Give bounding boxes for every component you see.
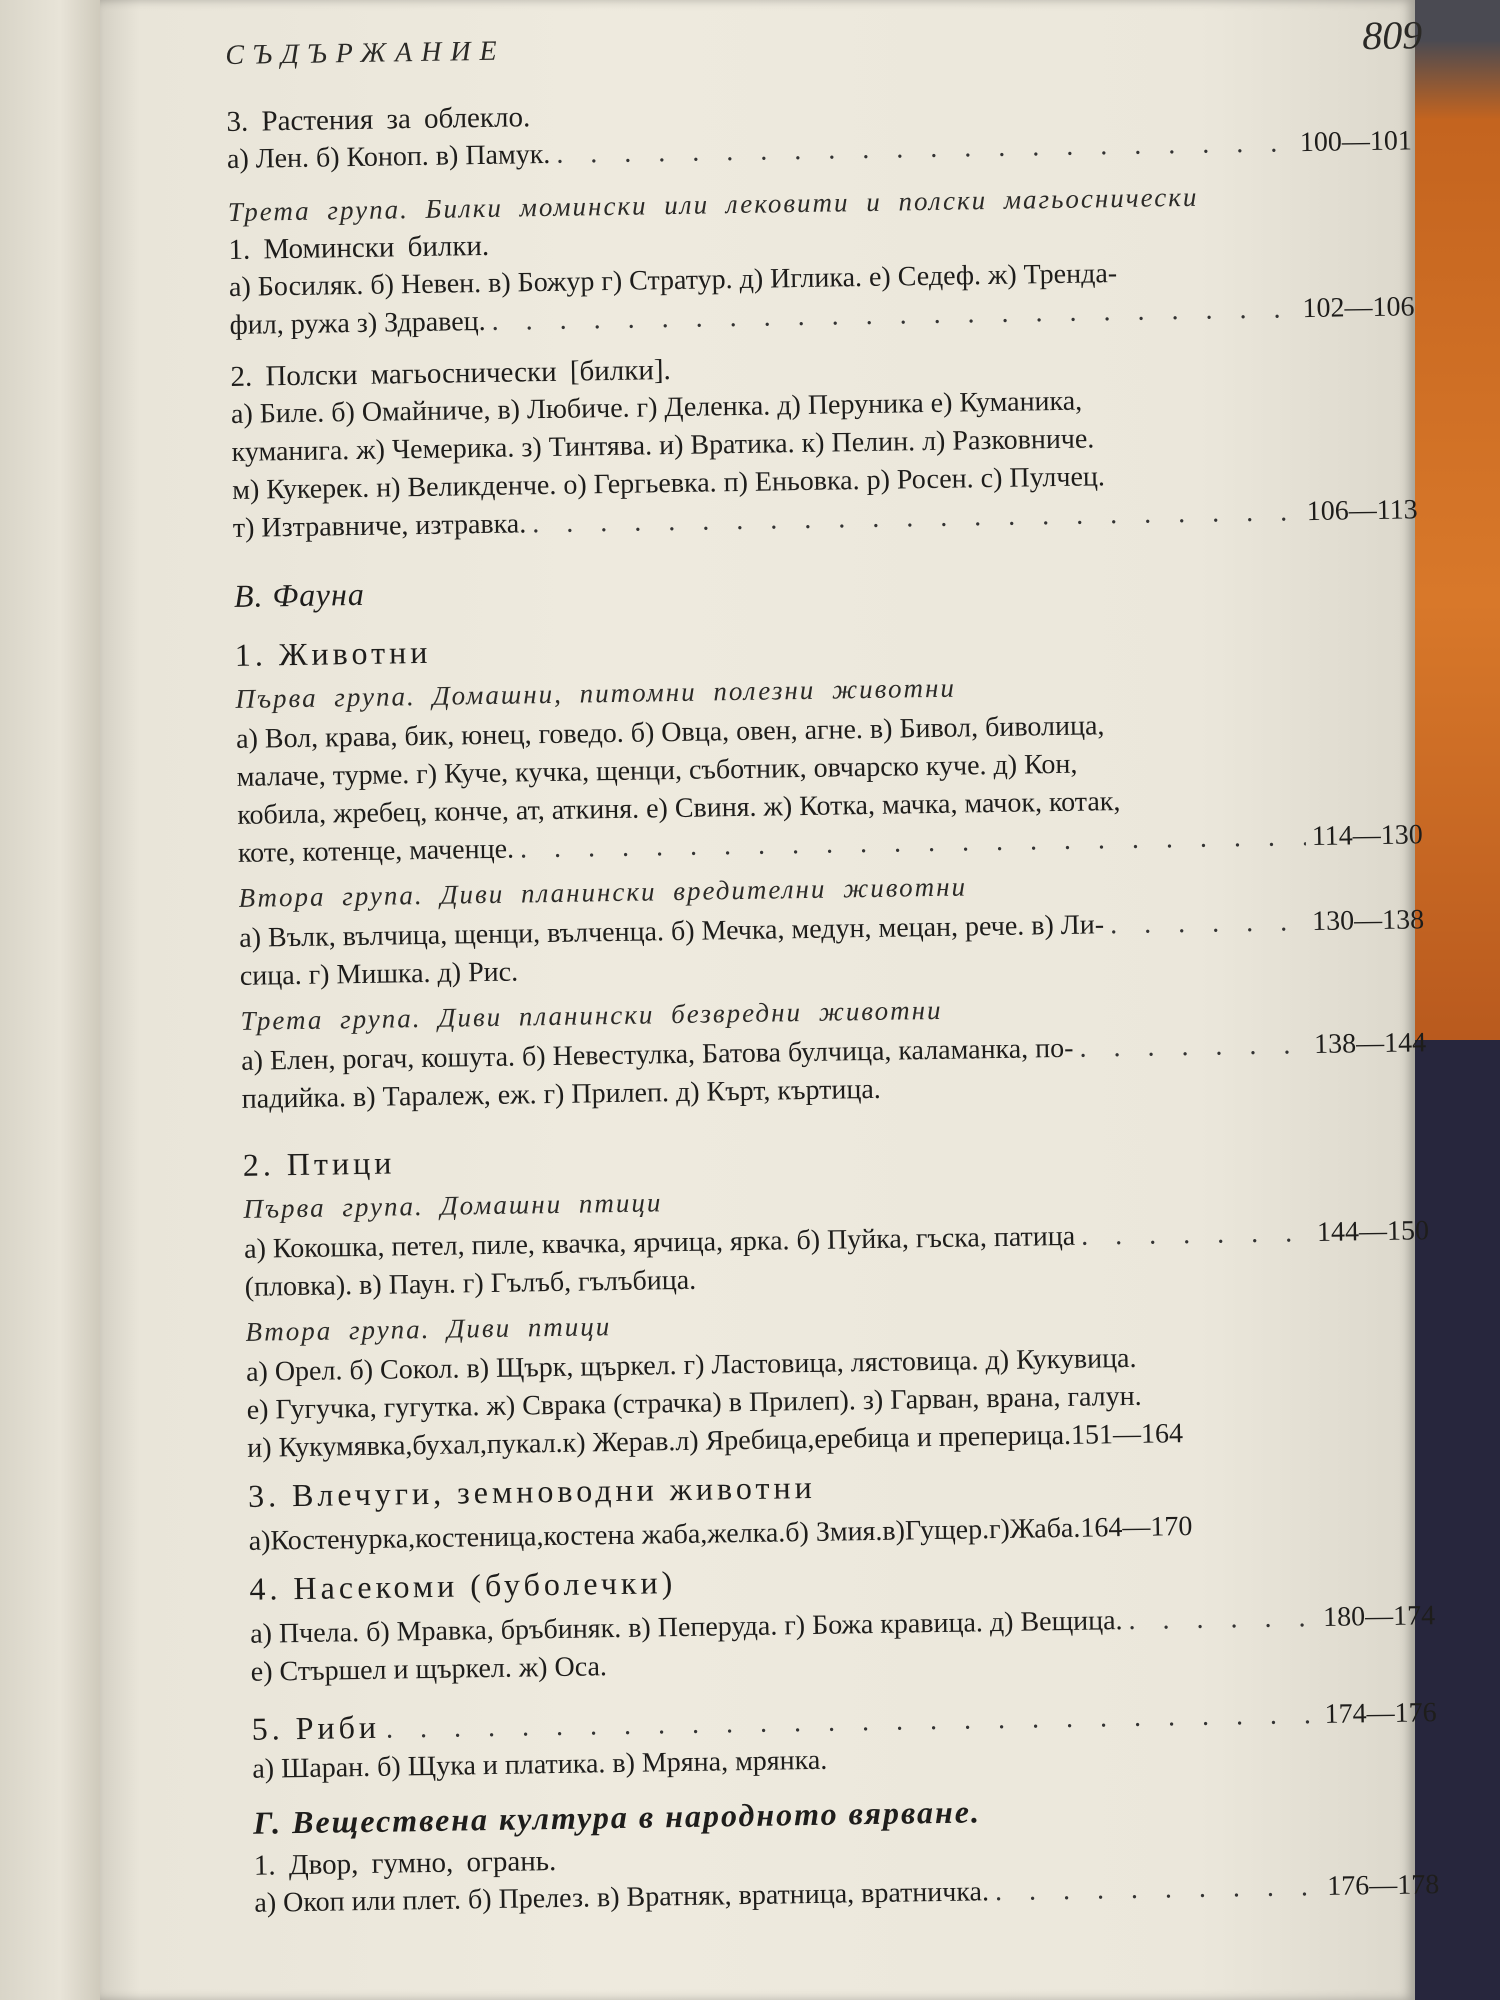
chapter-title: 5. Риби	[251, 1708, 381, 1747]
toc-entry-text: и) Кукумявка,бухал,пукал.к) Жерав.л) Яребица,еребица и преперица.151—164	[247, 1418, 1184, 1464]
group-title: Първа група. Домашни, питомни полезни животни	[235, 672, 957, 714]
leader-dots	[1110, 903, 1307, 944]
toc-entry: а) Кокошка, петел, пиле, квачка, ярчица, ярка. б) Пуйка, гъска, патица . . . 144—150	[244, 1212, 1429, 1269]
toc-entry-text: а) Вол, крава, бик, юнец, говедо. б) Овца, овен, агне. в) Бивол, биволица,	[235, 710, 1105, 755]
subsection-title: 1. Двор, гумно, огрань.	[253, 1845, 557, 1882]
toc-entry: а) Елен, рогач, кошута. б) Невестулка, Батова булчица, каламанка, по- . . . 138—144	[241, 1024, 1426, 1081]
page-range: 174—176	[1324, 1697, 1437, 1730]
chapter-title: 1. Животни	[234, 633, 432, 673]
leader-dots	[1081, 1214, 1311, 1256]
toc-entry: а) Вълк, вълчица, щенци, вълченца. б) Мечка, медун, мецан, рече. в) Ли- . . . 130—138	[239, 901, 1424, 958]
toc-entry: фил, ружа з) Здравец. . . . 102—106	[229, 288, 1414, 345]
toc-entry: коте, котенце, маченце. . . . 114—130	[238, 816, 1423, 873]
page-range: 180—174	[1322, 1600, 1436, 1633]
toc-entry-text: кобила, жребец, конче, ат, аткиня. е) Свиня. ж) Котка, мачка, мачок, котак,	[237, 786, 1121, 831]
page-range: 144—150	[1316, 1215, 1430, 1248]
toc-entry-text: (пловка). в) Паун. г) Гълъб, гълъбица.	[244, 1264, 697, 1303]
toc-entry-text: сица. г) Мишка. д) Рис.	[239, 956, 519, 992]
group-title: Трета група. Билки момински или лековити и полски магьоснически	[227, 181, 1199, 227]
toc-entry: а) Окоп или плет. б) Прелез. в) Вратняк, вратница, вратничка. . . . 176—178	[254, 1866, 1439, 1923]
toc-entry: а) Лен. б) Коноп. в) Памук. . . . 100—101	[227, 122, 1412, 179]
page-range: 100—101	[1299, 125, 1413, 159]
page-range: 106—113	[1306, 494, 1418, 528]
subsection-title: 3. Растения за облекло.	[226, 101, 531, 138]
toc-entry-text: а)Костенурка,костеница,костена жаба,желка.б) Змия.в)Гущер.г)Жаба.164—170	[248, 1510, 1193, 1557]
group-title: Първа група. Домашни птици	[243, 1187, 663, 1224]
running-head: СЪДЪРЖАНИЕ	[225, 35, 506, 71]
group-title: Втора група. Диви птици	[245, 1311, 612, 1347]
section-title: В. Фауна	[233, 575, 366, 614]
table-of-contents	[225, 11, 1440, 1922]
toc-entry-text: а) Биле. б) Омайниче, в) Любиче. г) Деленка. д) Перуника е) Куманика,	[230, 385, 1083, 430]
toc-entry-text: е) Стършел и щъркел. ж) Оса.	[250, 1651, 608, 1688]
toc-entry: а) Пчела. б) Мравка, бръбиняк. в) Пеперуда. г) Божа кравица. д) Вещица. . . . 180—174	[250, 1597, 1435, 1654]
page-header	[225, 11, 1423, 100]
toc-entry-text: падийка. в) Таралеж, еж. г) Прилеп. д) Кърт, къртица.	[241, 1073, 882, 1115]
page-range: 130—138	[1311, 904, 1425, 938]
toc-entry-text: е) Гугучка, гугутка. ж) Сврака (страчка) в Прилеп). з) Гарван, врана, галун.	[246, 1380, 1142, 1426]
page-number: 809	[1361, 12, 1423, 59]
leader-dots	[1079, 1026, 1308, 1068]
toc-entry-text: малаче, турме. г) Куче, кучка, щенци, съботник, овчарско куче. д) Кон,	[236, 748, 1078, 793]
toc-entry-text: а) Босиляк. б) Невен. в) Божур г) Стратур. д) Иглика. е) Седеф. ж) Тренда-	[228, 258, 1118, 303]
group-title: Трета група. Диви планински безвредни животни	[240, 994, 943, 1036]
group-title: Втора група. Диви планински вредителни животни	[238, 871, 968, 913]
subsection-title: 2. Полски магьоснически [билки].	[230, 354, 672, 393]
page-range: 138—144	[1313, 1027, 1427, 1061]
section-title: Г. Веществена култура в народното вярване.	[252, 1793, 982, 1841]
leader-dots	[1128, 1599, 1317, 1640]
toc-entry-text: м) Кукерек. н) Великденче. о) Гергьевка. п) Еньовка. р) Росен. с) Пулчец.	[231, 461, 1106, 506]
page-range: 102—106	[1302, 291, 1415, 325]
chapter-title: 3. Влечуги, земноводни животни	[247, 1468, 816, 1514]
toc-entry-text: куманига. ж) Чемерика. з) Тинтява. и) Вратика. к) Пелин. л) Разковниче.	[231, 423, 1095, 468]
chapter-title: 4. Насекоми (буболечки)	[249, 1564, 677, 1607]
toc-entry: т) Изтравниче, изтравка. . . . 106—113	[233, 491, 1418, 548]
facing-page-edge	[0, 0, 112, 2000]
toc-entry-text: а) Шаран. б) Щука и платика. в) Мряна, мрянка.	[252, 1744, 828, 1785]
leader-dots	[995, 1868, 1322, 1911]
chapter-title: 2. Птици	[242, 1144, 396, 1183]
toc-entry-text: а) Орел. б) Сокол. в) Щърк, щъркел. г) Ластовица, лястовица. д) Кукувица.	[245, 1342, 1137, 1388]
subsection-title: 1. Момински билки.	[228, 229, 490, 266]
page-range: 176—178	[1327, 1869, 1440, 1902]
book-page	[100, 0, 1440, 2000]
page-range: 114—130	[1311, 819, 1424, 853]
